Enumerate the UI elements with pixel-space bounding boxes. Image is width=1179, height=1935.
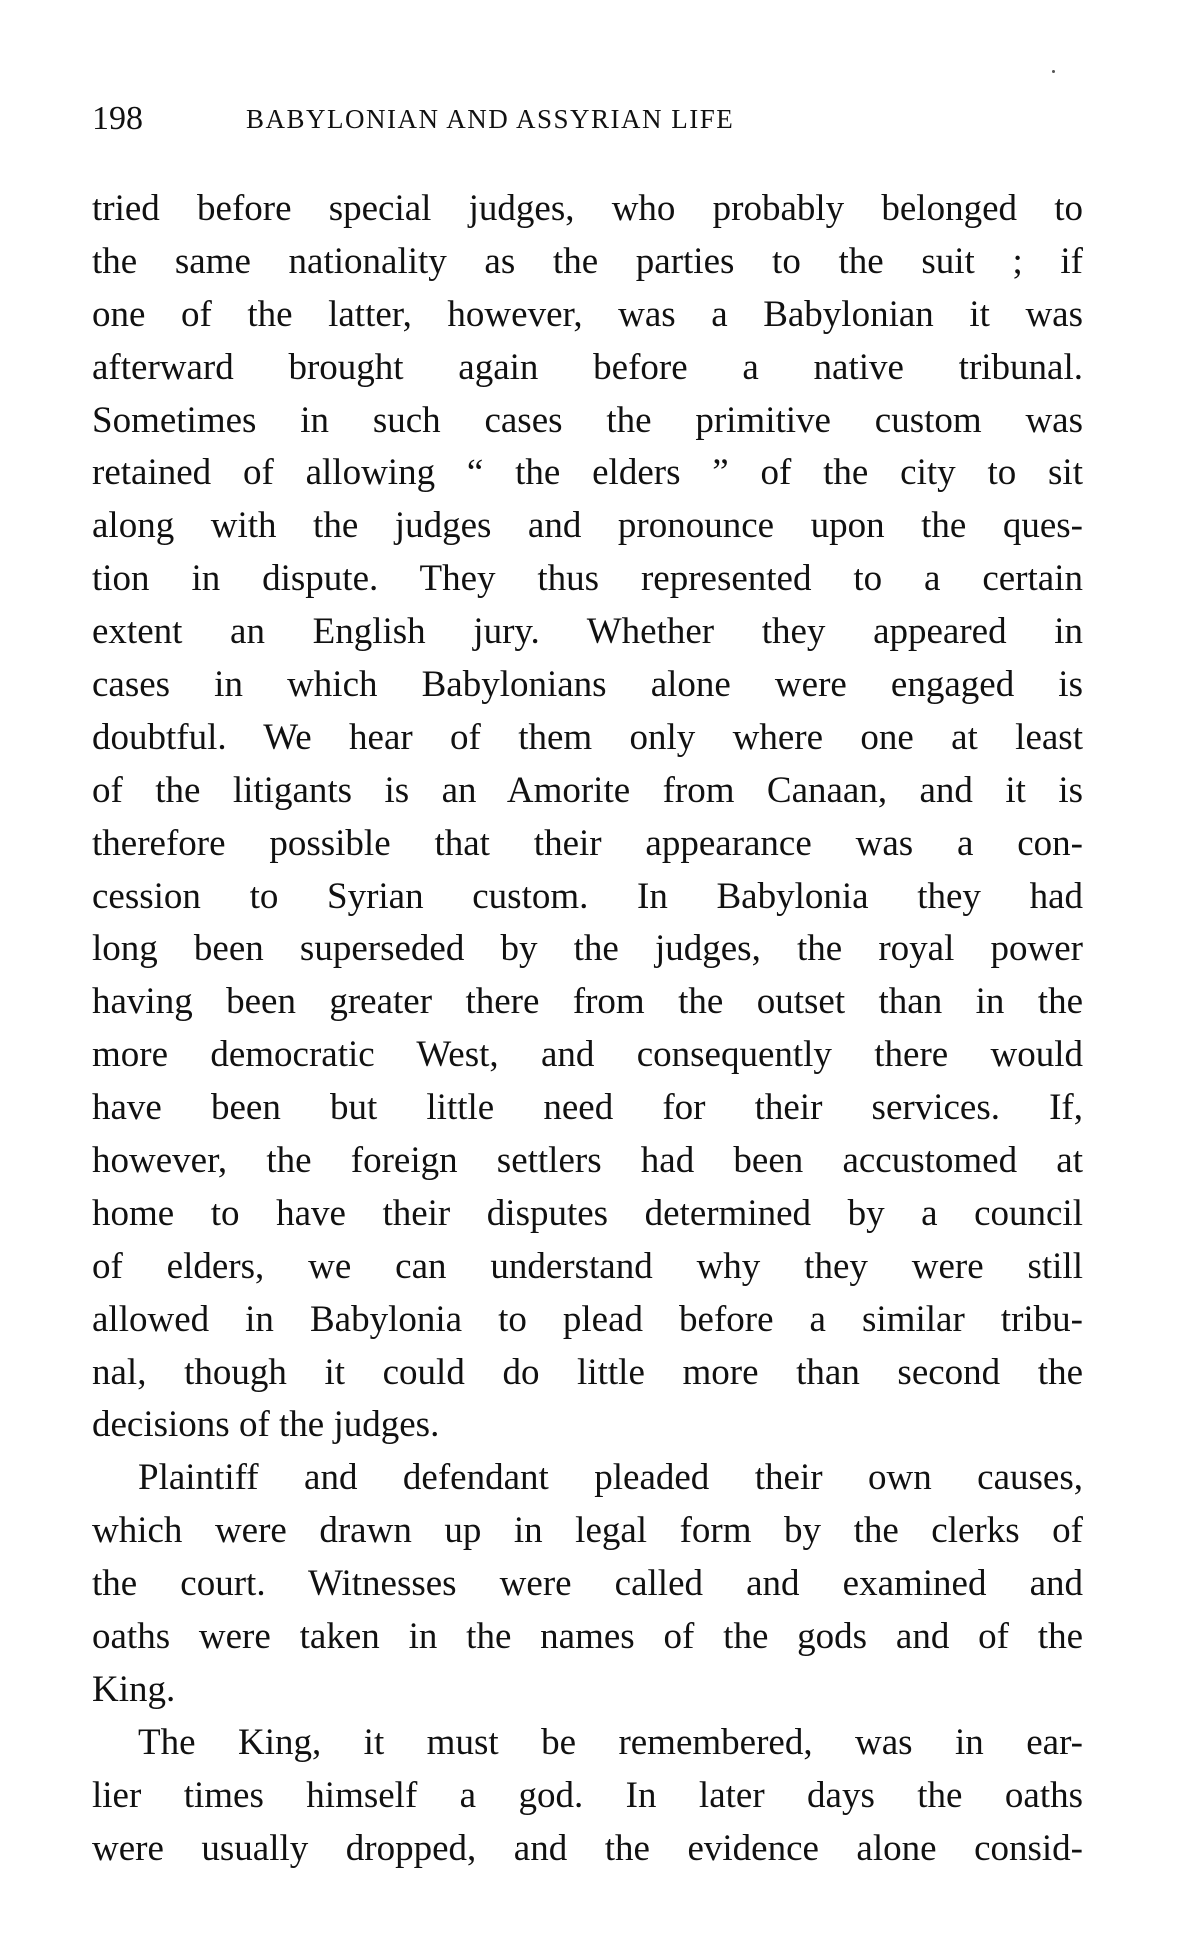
running-header — [92, 100, 1083, 140]
scan-speck — [1052, 70, 1055, 73]
paragraph — [92, 183, 1083, 1452]
text-line: afterward brought again before a native tribunal. — [92, 346, 1083, 388]
text-line: decisions of the judges. — [92, 1404, 440, 1446]
text-line: which were drawn up in legal form by the clerks of — [92, 1510, 1083, 1552]
text-line: extent an English jury. Whether they appeared in — [92, 611, 1083, 653]
text-line: were usually dropped, and the evidence alone consid- — [92, 1827, 1083, 1869]
text-line: one of the latter, however, was a Babylonian it was — [92, 293, 1083, 335]
text-line: allowed in Babylonia to plead before a similar tribu- — [92, 1298, 1083, 1340]
text-line: more democratic West, and consequently there would — [92, 1034, 1083, 1076]
text-line: The King, it must be remembered, was in ear- — [138, 1721, 1083, 1763]
text-line: of elders, we can understand why they were still — [92, 1245, 1083, 1287]
text-line: having been greater there from the outset than in the — [92, 981, 1083, 1023]
text-line: along with the judges and pronounce upon the ques- — [92, 505, 1083, 547]
text-line: the court. Witnesses were called and examined and — [92, 1563, 1083, 1605]
paragraph — [92, 1717, 1083, 1876]
page-body — [92, 183, 1083, 1876]
text-line: oaths were taken in the names of the gods and of the — [92, 1616, 1083, 1658]
running-title: BABYLONIAN AND ASSYRIAN LIFE — [246, 104, 735, 134]
text-line: have been but little need for their services. If, — [92, 1087, 1083, 1129]
text-line: long been superseded by the judges, the royal power — [92, 928, 1083, 970]
text-line: cession to Syrian custom. In Babylonia they had — [92, 875, 1083, 917]
text-line: retained of allowing “ the elders ” of the city to sit — [92, 452, 1083, 494]
text-line: tried before special judges, who probably belonged to — [92, 188, 1083, 229]
text-line: home to have their disputes determined by a council — [92, 1192, 1083, 1234]
text-line: cases in which Babylonians alone were engaged is — [92, 664, 1083, 706]
text-line: the same nationality as the parties to the suit ; if — [92, 240, 1083, 282]
paragraph — [92, 1452, 1083, 1716]
text-line: therefore possible that their appearance was a con- — [92, 822, 1083, 864]
text-line: doubtful. We hear of them only where one at least — [92, 716, 1083, 758]
text-line: King. — [92, 1668, 176, 1710]
text-line: lier times himself a god. In later days the oaths — [92, 1774, 1083, 1816]
text-line: however, the foreign settlers had been accustomed at — [92, 1140, 1083, 1182]
page-number: 198 — [92, 100, 143, 137]
text-line: Plaintiff and defendant pleaded their own causes, — [138, 1457, 1083, 1499]
text-line: tion in dispute. They thus represented to a certain — [92, 558, 1083, 600]
text-line: Sometimes in such cases the primitive custom was — [92, 399, 1083, 441]
text-line: nal, though it could do little more than second the — [92, 1351, 1083, 1393]
text-line: of the litigants is an Amorite from Canaan, and it is — [92, 769, 1083, 811]
